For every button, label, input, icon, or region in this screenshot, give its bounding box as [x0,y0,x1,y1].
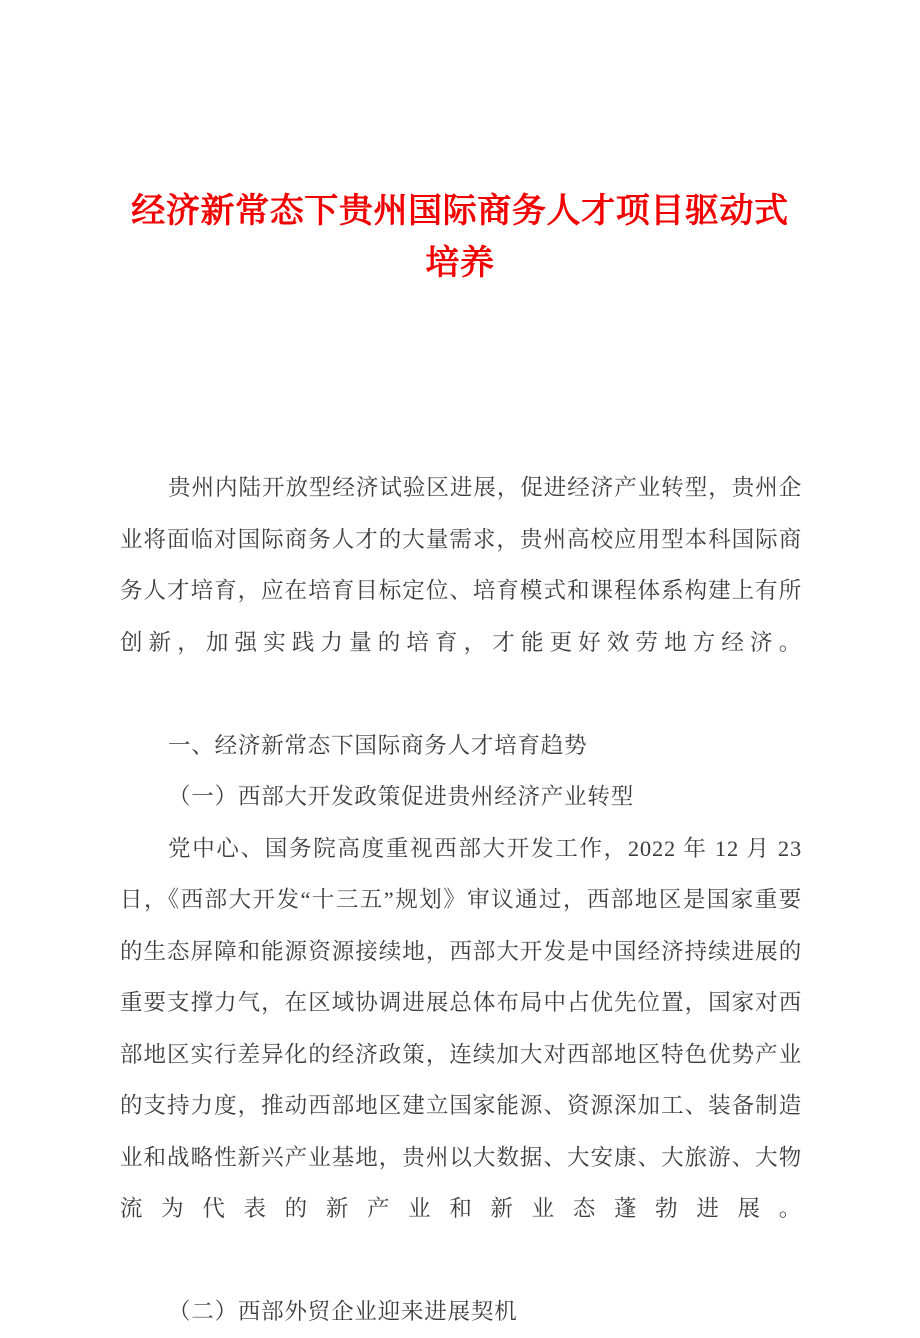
section-heading: （一）西部大开发政策促进贵州经济产业转型 [168,784,635,809]
body-paragraph: 贵州内陆开放型经济试验区进展，促进经济产业转型，贵州企业将面临对国际商务人才的大量需求，贵州高校应用型本科国际商务人才培育，应在培育目标定位、培育模式和课程体系构建上有所创新，加强实践力量的培育，才能更好效劳地方经济。 [120,475,802,655]
section-heading: 一、经济新常态下国际商务人才培育趋势 [168,732,588,758]
page-title: 经济新常态下贵州国际商务人才项目驱动式培养 [131,193,789,282]
section-heading: （二）西部外贸企业迎来进展契机 [168,1299,518,1324]
document-body [120,462,802,1338]
body-paragraph: 党中心、国务院高度重视西部大开发工作，2022 年 12 月 23 日，《西部大开发“十三五”规划》审议通过，西部地区是国家重要的生态屏障和能源资源接续地，西部大开发是中国经济持续进展的重要支撑力气，在区域协调进展总体布局中占优先位置，国家对西部地区实行差异化的经济政策，连续加大对西部地区特色优势产业的支持力度，推动西部地区建立国家能源、资源深加工、装备制造业和战略性新兴产业基地，贵州以大数据、大安康、大旅游、大物流为代表的新产业和新业态蓬勃进展。 [120,835,802,1221]
